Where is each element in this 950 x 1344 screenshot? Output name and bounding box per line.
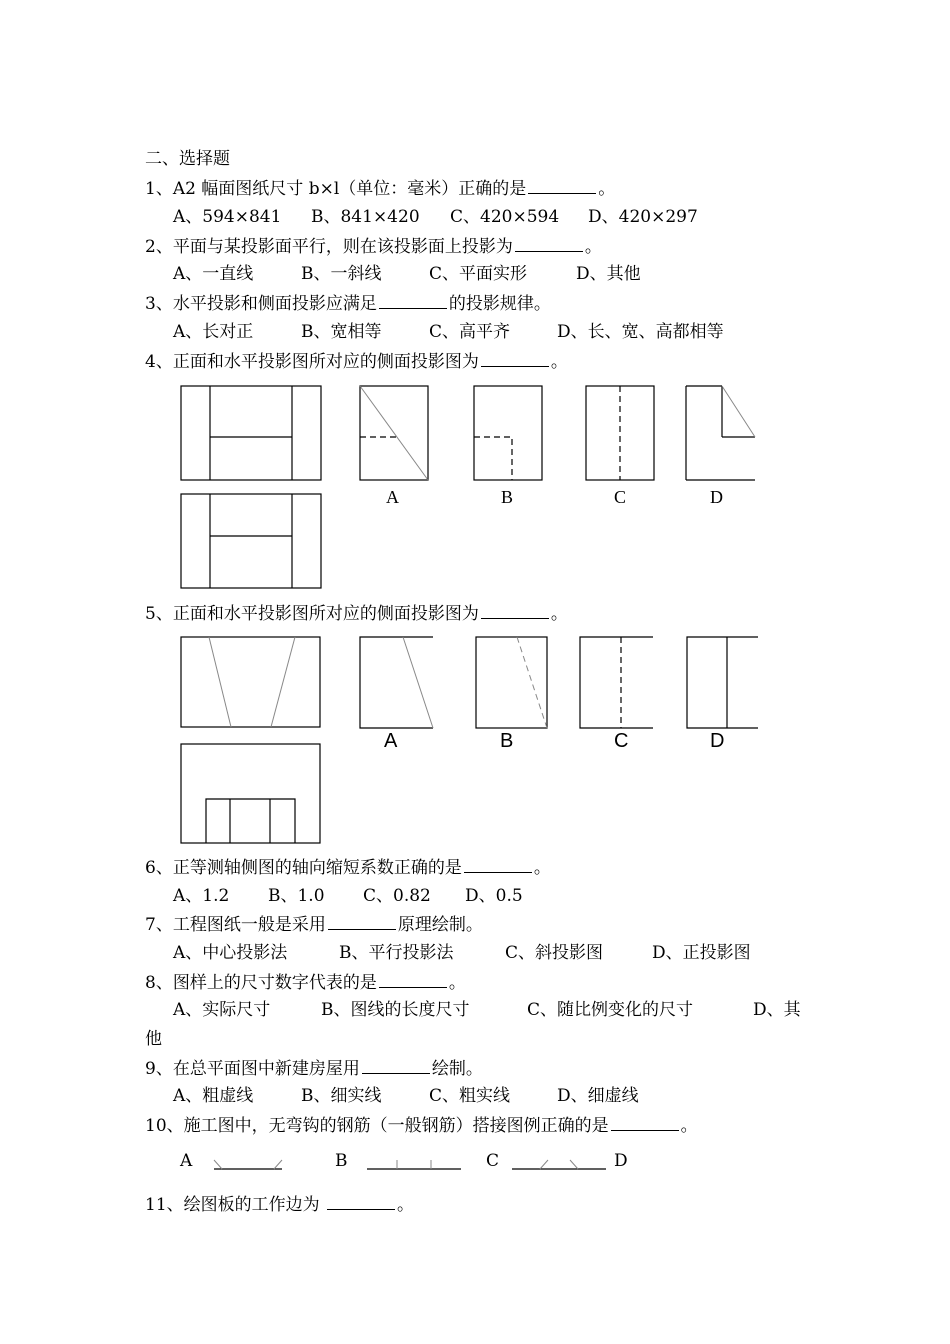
q9-answer-blank[interactable] (362, 1057, 430, 1074)
q5-option-a-drawing[interactable] (360, 637, 433, 728)
q8-stem-end: 。 (448, 973, 466, 993)
q6-option-a[interactable]: A、1.2 (173, 886, 230, 906)
q5-front-view (181, 637, 320, 727)
question-5 (145, 602, 568, 625)
q1-option-a[interactable]: A、594×841 (173, 207, 282, 227)
q10-option-a-legend[interactable] (214, 1160, 282, 1169)
q9-option-b[interactable]: B、细实线 (301, 1086, 382, 1106)
q6-answer-blank[interactable] (464, 856, 532, 873)
q4-option-d-drawing[interactable] (686, 386, 755, 480)
q1-option-b[interactable]: B、841×420 (311, 207, 420, 227)
q6-stem-end: 。 (533, 858, 551, 878)
q3-option-d[interactable]: D、长、宽、高都相等 (557, 322, 724, 342)
q4-label-a: A (386, 487, 399, 507)
q7-option-b[interactable]: B、平行投影法 (339, 943, 454, 963)
q7-options (173, 942, 751, 964)
q2-stem-end: 。 (584, 237, 602, 257)
q8-answer-blank[interactable] (379, 971, 447, 988)
q1-stem: 1、A2 幅面图纸尺寸 b×l（单位：毫米）正确的是 (145, 179, 527, 199)
question-7 (145, 913, 483, 936)
q7-answer-blank[interactable] (328, 913, 396, 930)
q10-option-b-legend[interactable] (367, 1160, 461, 1169)
q10-answer-blank[interactable] (611, 1114, 679, 1131)
q5-label-b: B (500, 730, 514, 752)
q4-front-view (181, 386, 321, 480)
q8-option-d[interactable]: D、其 (753, 1000, 801, 1020)
q4-label-c: C (614, 487, 627, 507)
q7-stem-end: 原理绘制。 (397, 915, 483, 935)
q4-top-view (181, 494, 321, 588)
question-8 (145, 971, 466, 994)
q4-option-b-drawing[interactable] (474, 386, 542, 480)
q11-stem-end: 。 (397, 1195, 415, 1215)
q10-label-c: C (486, 1151, 500, 1171)
q6-option-c[interactable]: C、0.82 (363, 886, 431, 906)
q4-stem-end: 。 (550, 352, 568, 372)
q9-options (173, 1085, 639, 1107)
q5-label-c: C (614, 730, 629, 752)
q1-stem-end: 。 (598, 179, 616, 199)
q10-label-d: D (614, 1151, 628, 1171)
q5-option-c-drawing[interactable] (580, 637, 653, 728)
q9-stem: 9、在总平面图中新建房屋用 (145, 1059, 360, 1079)
q5-top-view (181, 744, 320, 843)
q8-option-d-wrap: 他 (145, 1029, 162, 1049)
q8-option-a[interactable]: A、实际尺寸 (173, 1000, 271, 1020)
q5-option-b-drawing[interactable] (476, 637, 547, 728)
q3-option-c[interactable]: C、高平齐 (429, 322, 511, 342)
q8-options (173, 999, 801, 1021)
q11-answer-blank[interactable] (327, 1193, 395, 1210)
q2-option-b[interactable]: B、一斜线 (301, 264, 382, 284)
q4-option-c-drawing[interactable] (586, 386, 654, 480)
question-9 (145, 1057, 483, 1080)
q11-stem: 11、绘图板的工作边为 (145, 1195, 320, 1215)
q10-option-c-legend[interactable] (512, 1160, 606, 1169)
q1-option-d[interactable]: D、420×297 (588, 207, 698, 227)
q2-option-a[interactable]: A、一直线 (173, 264, 254, 284)
q10-label-b: B (335, 1151, 348, 1171)
q2-stem: 2、平面与某投影面平行，则在该投影面上投影为 (145, 237, 513, 257)
q9-option-d[interactable]: D、细虚线 (557, 1086, 639, 1106)
q6-options (173, 885, 523, 907)
q2-option-c[interactable]: C、平面实形 (429, 264, 528, 284)
q3-option-b[interactable]: B、宽相等 (301, 322, 382, 342)
q3-stem: 3、水平投影和侧面投影应满足 (145, 294, 377, 314)
q6-option-d[interactable]: D、0.5 (465, 886, 523, 906)
q3-stem-end: 的投影规律。 (448, 294, 551, 314)
q6-stem: 6、正等测轴侧图的轴向缩短系数正确的是 (145, 858, 462, 878)
q2-option-d[interactable]: D、其他 (576, 264, 641, 284)
q8-option-b[interactable]: B、图线的长度尺寸 (321, 1000, 470, 1020)
q4-option-a-drawing[interactable] (360, 386, 428, 480)
q6-option-b[interactable]: B、1.0 (268, 886, 325, 906)
q7-option-c[interactable]: C、斜投影图 (505, 943, 604, 963)
q9-option-a[interactable]: A、粗虚线 (173, 1086, 254, 1106)
q5-label-d: D (710, 730, 725, 752)
q7-option-d[interactable]: D、正投影图 (652, 943, 751, 963)
q10-label-a: A (180, 1151, 193, 1171)
q9-option-c[interactable]: C、粗实线 (429, 1086, 511, 1106)
q7-stem: 7、工程图纸一般是采用 (145, 915, 326, 935)
q5-label-a: A (384, 730, 398, 752)
section-title: 二、选择题 (145, 149, 230, 169)
question-6 (145, 856, 551, 879)
q4-label-b: B (501, 487, 514, 507)
q5-stem: 5、正面和水平投影图所对应的侧面投影图为 (145, 604, 479, 624)
q9-stem-end: 绘制。 (431, 1059, 483, 1079)
q1-option-c[interactable]: C、420×594 (450, 207, 560, 227)
q5-stem-end: 。 (550, 604, 568, 624)
q4-label-d: D (710, 487, 723, 507)
q7-option-a[interactable]: A、中心投影法 (173, 943, 288, 963)
q3-option-a[interactable]: A、长对正 (173, 322, 254, 342)
q4-stem: 4、正面和水平投影图所对应的侧面投影图为 (145, 352, 479, 372)
q5-option-d-drawing[interactable] (687, 637, 758, 728)
question-11 (145, 1193, 414, 1216)
q8-option-c[interactable]: C、随比例变化的尺寸 (527, 1000, 694, 1020)
q5-answer-blank[interactable] (481, 602, 549, 619)
question-10 (145, 1114, 698, 1137)
q8-stem: 8、图样上的尺寸数字代表的是 (145, 973, 377, 993)
q10-stem-end: 。 (680, 1116, 698, 1136)
q10-stem: 10、施工图中，无弯钩的钢筋（一般钢筋）搭接图例正确的是 (145, 1116, 609, 1136)
